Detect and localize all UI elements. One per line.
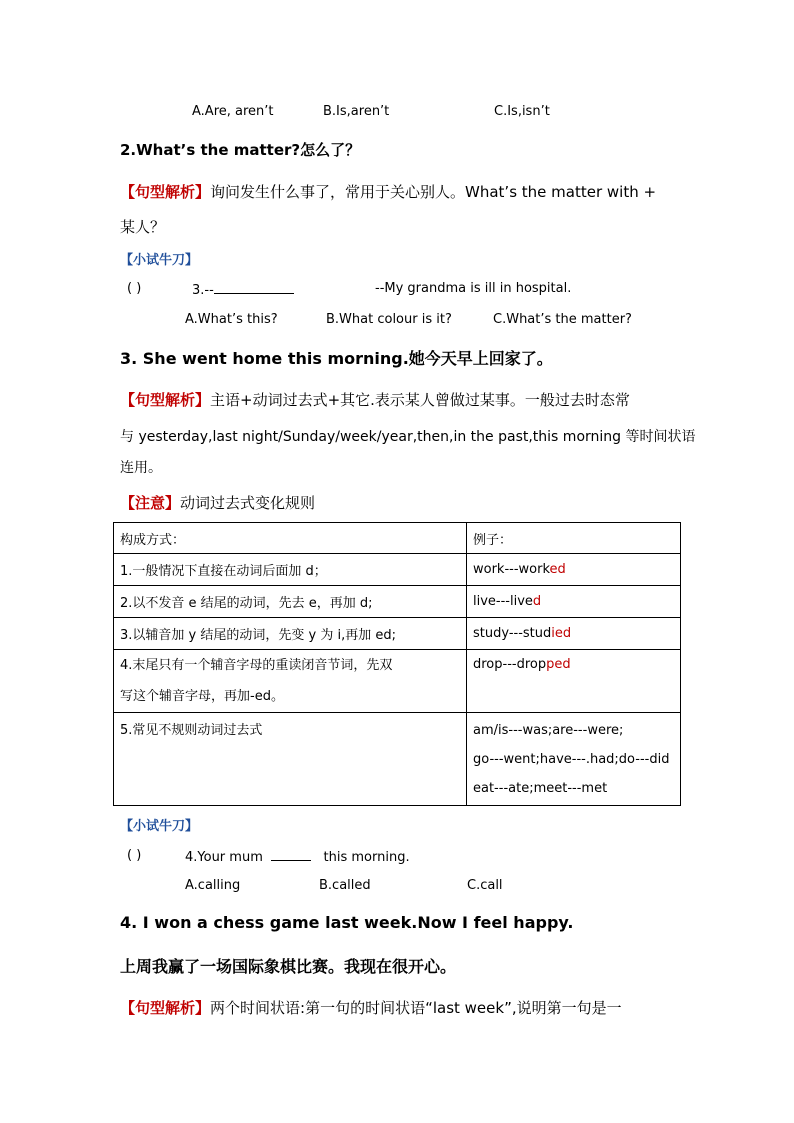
q3-paren: ( ) xyxy=(127,281,142,296)
q4-option-a: A.calling xyxy=(185,878,241,893)
example-base: study---stud xyxy=(473,626,552,641)
example-cell xyxy=(467,713,681,806)
example-suffix: ied xyxy=(551,626,572,641)
table-row xyxy=(114,713,681,806)
q3-option-a: A.What’s this? xyxy=(185,312,278,327)
q3-option-c: C.What’s the matter? xyxy=(493,312,632,327)
table-header-row xyxy=(114,523,681,554)
rule-cell: 3.以辅音加 y 结尾的动词，先变 y 为 i,再加 ed; xyxy=(114,618,467,650)
rule-line: 写这个辅音字母，再加-ed。 xyxy=(120,689,284,704)
q3-question xyxy=(192,281,294,298)
rule-cell: 2.以不发音 e 结尾的动词，先去 e，再加 d; xyxy=(114,586,467,618)
example-base: work---work xyxy=(473,562,550,577)
q4-blank[interactable] xyxy=(271,848,311,861)
table-row xyxy=(114,554,681,586)
q4-text-before: 4.Your mum xyxy=(185,850,263,865)
section-3-title: 3. She went home this morning.她今天早上回家了。 xyxy=(120,349,553,368)
example-line: am/is---was;are---were; xyxy=(473,722,624,738)
analysis-text: 两个时间状语:第一句的时间状语“last week”,说明第一句是一 xyxy=(210,999,622,1017)
analysis-text: 主语+动词过去式+其它.表示某人曾做过某事。一般过去时态常 xyxy=(210,391,630,409)
q3-blank[interactable] xyxy=(214,281,294,294)
section-4-analysis xyxy=(120,997,622,1018)
analysis-tag: 【句型解析】 xyxy=(120,183,211,201)
example-suffix: ped xyxy=(546,657,571,672)
example-line: eat---ate;meet---met xyxy=(473,780,608,796)
analysis-tag: 【句型解析】 xyxy=(120,391,211,409)
past-tense-rules-table xyxy=(113,522,681,806)
rule-cell: 5.常见不规则动词过去式 xyxy=(114,713,467,806)
table-row xyxy=(114,586,681,618)
note-text: 动词过去式变化规则 xyxy=(180,494,316,512)
example-line: go---went;have---.had;do---did xyxy=(473,751,670,767)
example-cell xyxy=(467,586,681,618)
note-line xyxy=(120,492,315,513)
example-suffix: ed xyxy=(549,562,566,577)
q3-response: --My grandma is ill in hospital. xyxy=(375,281,572,296)
section-3-analysis xyxy=(120,389,630,410)
section-4-title-cn: 上周我赢了一场国际象棋比赛。我现在很开心。 xyxy=(120,957,457,976)
table-header-method: 构成方式： xyxy=(114,523,467,554)
q4-text-after: this morning. xyxy=(323,850,410,865)
q4-option-c: C.call xyxy=(467,878,503,893)
q1-option-c: C.Is,isn’t xyxy=(494,104,550,119)
rule-cell xyxy=(114,650,467,713)
q1-option-a: A.Are, aren’t xyxy=(192,104,274,119)
rule-cell: 1.一般情况下直接在动词后面加 d； xyxy=(114,554,467,586)
practice-tag: 【小试牛刀】 xyxy=(120,819,199,834)
example-cell xyxy=(467,618,681,650)
section-3-analysis-line2: 与 yesterday,last night/Sunday/week/year,then,in the past,this morning 等时间状语 xyxy=(120,429,696,445)
analysis-text: 询问发生什么事了，常用于关心别人。What’s the matter with + xyxy=(210,183,657,201)
example-base: live---live xyxy=(473,594,533,609)
q3-text: 3.-- xyxy=(192,283,214,298)
section-4-title-en: 4. I won a chess game last week.Now I feel happy. xyxy=(120,913,574,932)
q1-option-b: B.Is,aren’t xyxy=(323,104,390,119)
table-row xyxy=(114,618,681,650)
section-2-analysis xyxy=(120,181,656,202)
q4-paren: ( ) xyxy=(127,848,142,863)
example-cell xyxy=(467,554,681,586)
example-cell xyxy=(467,650,681,713)
table-row xyxy=(114,650,681,713)
practice-tag: 【小试牛刀】 xyxy=(120,253,199,268)
analysis-tag: 【句型解析】 xyxy=(120,999,211,1017)
section-2-analysis-line2: 某人？ xyxy=(120,218,166,236)
example-base: drop---drop xyxy=(473,657,547,672)
note-tag: 【注意】 xyxy=(120,494,181,512)
q4-option-b: B.called xyxy=(319,878,371,893)
section-3-analysis-line3: 连用。 xyxy=(120,460,162,476)
q4-question xyxy=(185,848,410,865)
section-2-title: 2.What’s the matter?怎么了？ xyxy=(120,141,361,159)
example-suffix: d xyxy=(532,594,542,609)
table-header-example: 例子： xyxy=(467,523,681,554)
rule-line: 4.末尾只有一个辅音字母的重读闭音节词，先双 xyxy=(120,658,393,673)
q3-option-b: B.What colour is it? xyxy=(326,312,452,327)
